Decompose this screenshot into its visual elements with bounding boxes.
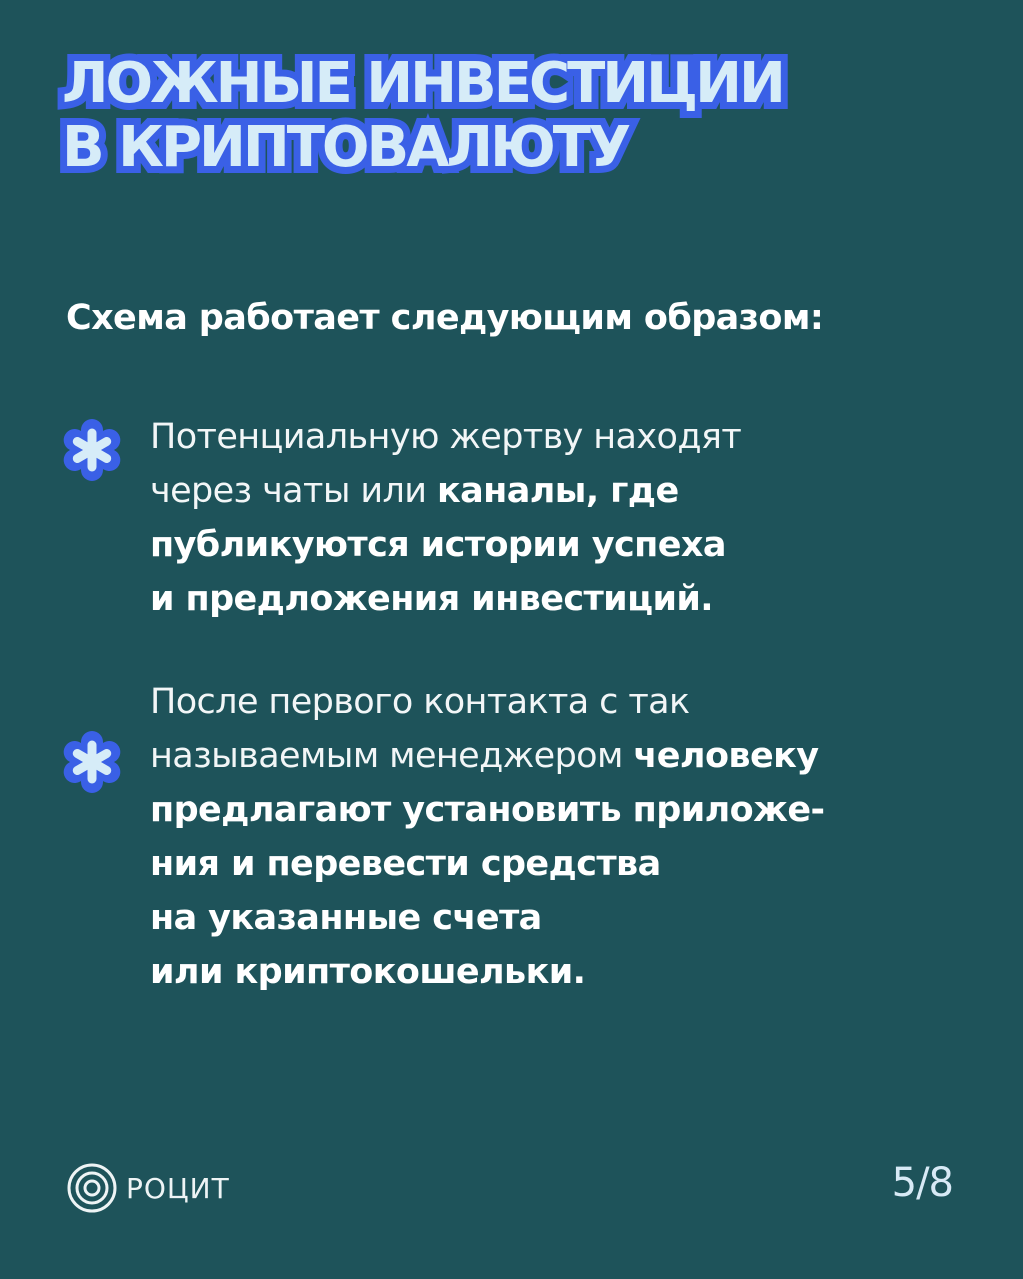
intro-text: Схема работает следующим образом: [66,298,824,338]
bullet-2-line-3: предлагают установить приложе- [150,790,825,830]
bullet-2-line-5: на указанные счета [150,898,542,938]
page-number: 5/8 [891,1160,953,1206]
bullet-1-line-2-regular: через чаты или [150,471,437,511]
target-circles-icon [66,1162,118,1214]
bullet-2-line-4: ния и перевести средства [150,844,661,884]
asterisk-icon [60,730,124,794]
bullet-2-line-2-bold: человеку [633,736,819,776]
brand-name: РОЦИТ [126,1171,230,1205]
asterisk-icon [60,418,124,482]
page-title-line-2: В КРИПТОВАЛЮТУ [62,115,629,180]
page-title-line-1: ЛОЖНЫЕ ИНВЕСТИЦИИ [62,51,783,116]
bullet-1-line-1: Потенциальную жертву находят [150,417,742,457]
bullet-1-line-2-bold: каналы, где [436,471,679,511]
page-title [62,52,783,180]
bullet-2 [150,675,970,999]
bullet-2-line-1: После первого контакта с так [150,682,690,722]
bullet-2-line-2-regular: называемым менеджером [150,736,634,776]
bullet-1 [150,410,970,626]
bullet-2-line-6: или криптокошельки. [150,952,586,992]
brand-logo [66,1162,230,1214]
bullet-1-line-4: и предложения инвестиций. [150,579,713,619]
bullet-1-line-3: публикуются истории успеха [150,525,726,565]
